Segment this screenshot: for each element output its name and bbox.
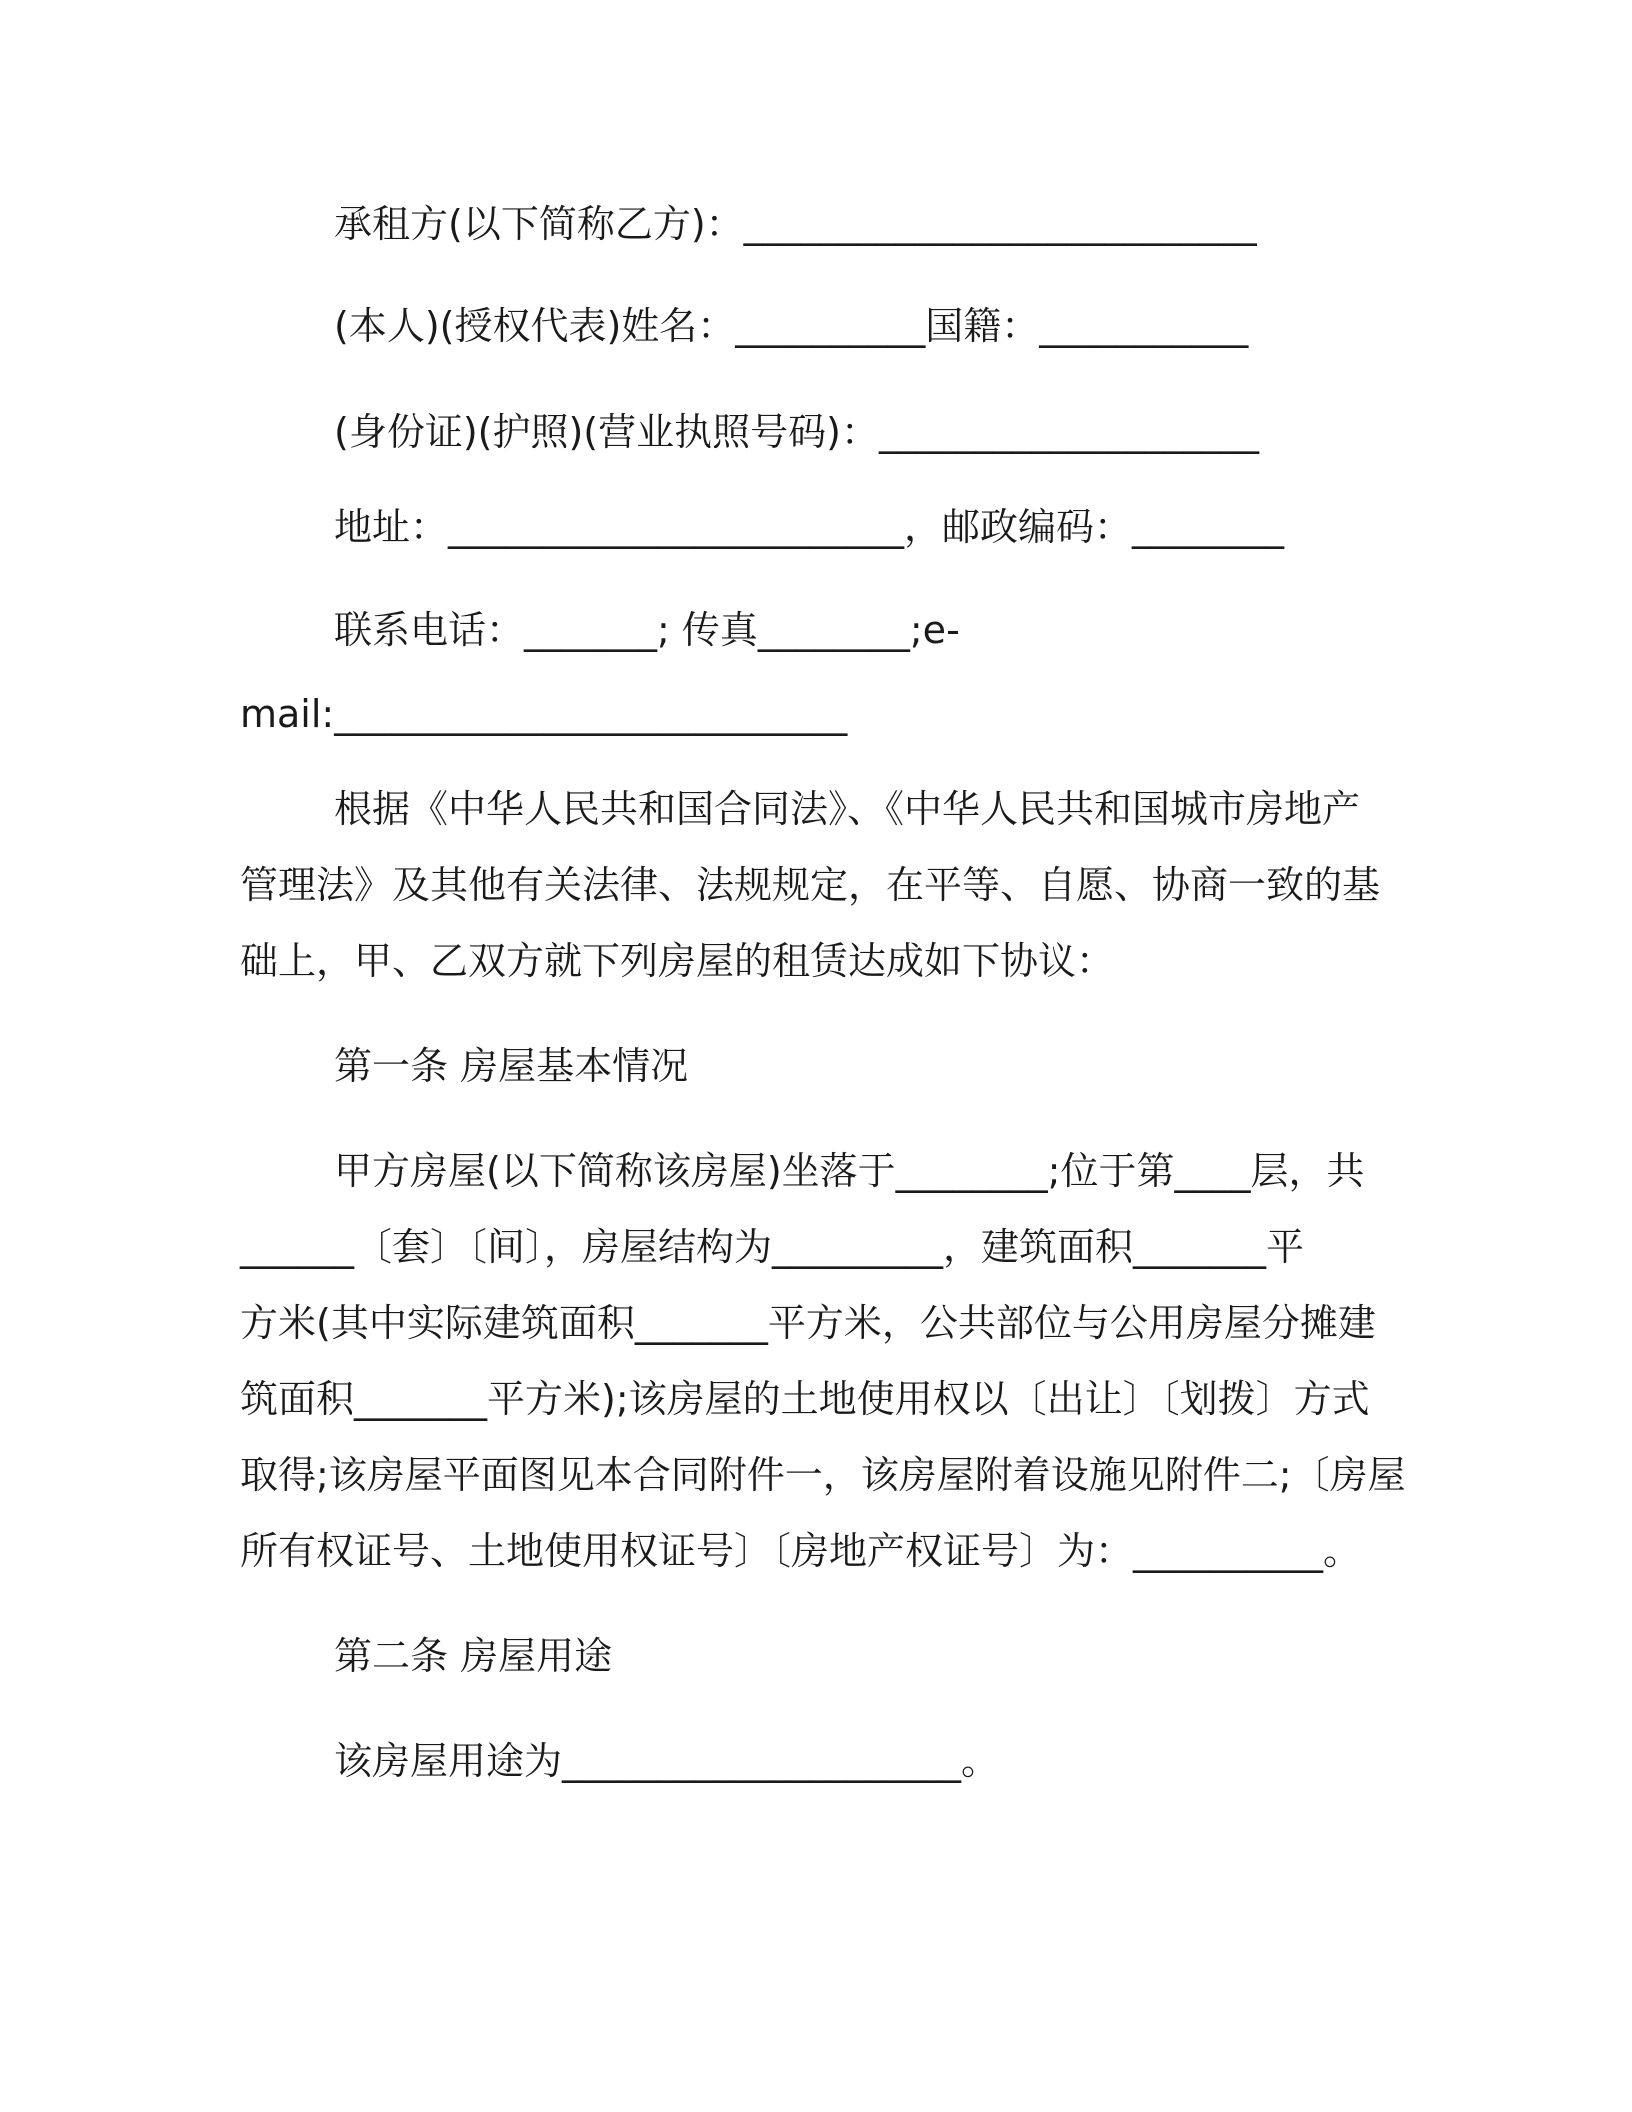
lessee-line: 承租方(以下简称乙方)：___________________________	[334, 202, 1257, 246]
article-1-line-6: 所有权证号、土地使用权证号〕〔房地产权证号〕为：__________。	[240, 1529, 1362, 1573]
article-2-line-1: 该房屋用途为_____________________。	[334, 1739, 1000, 1783]
article-1-line-4: 筑面积_______平方米);该房屋的土地使用权以〔出让〕〔划拨〕方式	[240, 1377, 1370, 1421]
article-1-heading: 第一条 房屋基本情况	[334, 1044, 689, 1088]
preamble-line-1: 根据《中华人民共和国合同法》、《中华人民共和国城市房地产	[334, 787, 1361, 831]
preamble-line-3: 础上，甲、乙双方就下列房屋的租赁达成如下协议：	[240, 939, 1115, 983]
email-line: mail:___________________________	[240, 692, 848, 736]
article-1-line-2: ______〔套〕〔间〕，房屋结构为_________，建筑面积_______平	[240, 1225, 1305, 1269]
article-1-line-3: 方米(其中实际建筑面积_______平方米，公共部位与公用房屋分摊建	[240, 1301, 1376, 1345]
article-1-line-1: 甲方房屋(以下简称该房屋)坐落于________;位于第____层，共	[334, 1149, 1365, 1193]
id-number-line: (身份证)(护照)(营业执照号码)：____________________	[334, 410, 1259, 454]
address-line: 地址：________________________，邮政编码：________	[334, 505, 1285, 549]
article-1-line-5: 取得;该房屋平面图见本合同附件一，该房屋附着设施见附件二;〔房屋	[240, 1453, 1406, 1497]
name-nationality-line: (本人)(授权代表)姓名：__________国籍：___________	[334, 304, 1249, 348]
article-2-heading: 第二条 房屋用途	[334, 1634, 613, 1678]
preamble-line-2: 管理法》及其他有关法律、法规规定，在平等、自愿、协商一致的基	[240, 863, 1381, 907]
contact-line: 联系电话：_______; 传真________;e-	[334, 608, 960, 652]
